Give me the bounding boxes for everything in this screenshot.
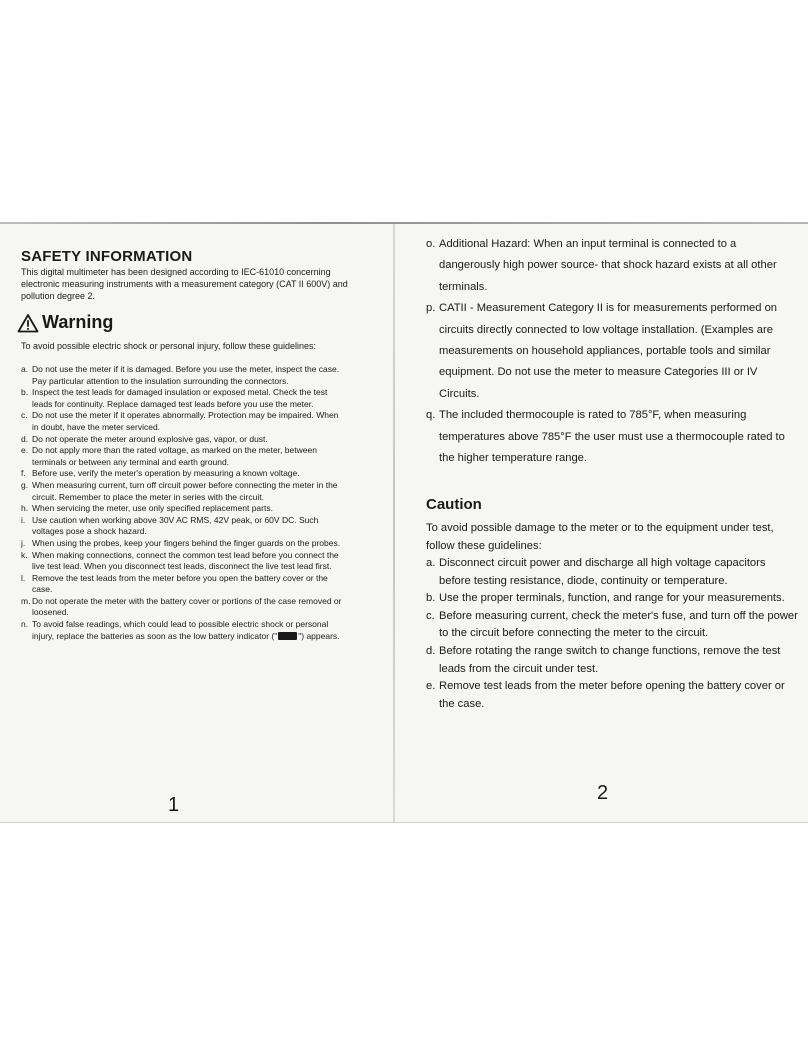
list-item: d. Do not operate the meter around explosive gas, vapor, or dust. [21, 433, 268, 444]
list-item: c. Do not use the meter if it operates abnormally. Protection may be impaired. When in doubt, have the meter serviced. [21, 410, 339, 432]
warning-triangle-icon [17, 313, 39, 333]
list-item: p. CATII - Measurement Category II is for measurements performed on circuits directly connected to low voltage installation. (Examples are measurements on household appliances, portable tools and similar equipment. Do not use the meter to measure Categories III or IV Circuits. [426, 302, 778, 400]
page-1 [0, 224, 393, 822]
caution-intro-text: To avoid possible damage to the meter or to the equipment under test, follow these guidelines: [426, 522, 774, 552]
list-item: o. Additional Hazard: When an input terminal is connected to a dangerously high power source- that shock hazard exists at all other terminals. [426, 238, 777, 293]
list-item: e. Remove test leads from the meter before opening the battery cover or the case. [426, 680, 785, 710]
caution-list [426, 555, 798, 713]
list-item: k. When making connections, connect the common test lead before you connect the live test lead. When you disconnect test leads, disconnect the live test lead first. [21, 549, 339, 572]
warning-heading-row [17, 312, 113, 333]
list-item: q. The included thermocouple is rated to 785°F, when measuring temperatures above 785°F the user must use a thermocouple rated to the higher temperature range. [426, 409, 785, 465]
hazard-list-continued [426, 234, 798, 469]
page-2 [395, 224, 808, 822]
list-item: c. Before measuring current, check the meter's fuse, and turn off the power to the circuit before connecting the meter to the circuit. [426, 609, 798, 640]
page-bottom-edge [0, 822, 808, 823]
list-item: a. Disconnect circuit power and discharge all high voltage capacitors before testing resistance, diode, continuity or temperature. [426, 557, 766, 587]
list-item: d. Before rotating the range switch to change functions, remove the test leads from the circuit under test. [426, 644, 781, 675]
list-item: j. When using the probes, keep your fingers behind the finger guards on the probes. [21, 537, 341, 548]
list-item: m. Do not operate the meter with the battery cover or portions of the case removed or loosened. [21, 595, 342, 618]
list-item: g. When measuring current, turn off circuit power before connecting the meter in the circuit. Remember to place the meter in series with the circuit. [21, 479, 338, 502]
battery-icon [278, 632, 297, 640]
caution-heading: Caution [426, 496, 482, 513]
page-number: 2 [597, 782, 609, 804]
list-item: a. Do not use the meter if it is damaged. Before you use the meter, inspect the case. Pay particular attention to the insulation surrounding the connectors. [21, 364, 340, 386]
page-number: 1 [168, 794, 180, 816]
list-item: e. Do not apply more than the rated voltage, as marked on the meter, between terminals or between any terminal and earth ground. [21, 445, 317, 467]
list-item: b. Inspect the test leads for damaged insulation or exposed metal. Check the test leads for continuity. Replace damaged test leads before you use the meter. [21, 387, 328, 409]
warning-list [21, 364, 346, 642]
list-item: b. Use the proper terminals, function, and range for your measurements. [426, 592, 785, 605]
warning-heading: Warning [42, 312, 114, 332]
list-item: i. Use caution when working above 30V AC RMS, 42V peak, or 60V DC. Such voltages pose a shock hazard. [21, 514, 319, 537]
warning-guidelines-intro: To avoid possible electric shock or personal injury, follow these guidelines: [21, 341, 316, 351]
list-item: h. When servicing the meter, use only specified replacement parts. [21, 503, 273, 514]
safety-information-heading: SAFETY INFORMATION [21, 248, 193, 265]
safety-intro-text: This digital multimeter has been designed according to IEC-61010 concerning electronic measuring instruments with a measurement category (CAT II 600V) and pollution degree 2. [21, 267, 348, 301]
list-item-low-battery: n. To avoid false readings, which could lead to possible electric shock or personal injury, replace the batteries as soon as the low battery indicator (" ") appears. [21, 619, 340, 641]
list-item: f. Before use, verify the meter's operation by measuring a known voltage. [21, 468, 300, 479]
list-item: l. Remove the test leads from the meter before you open the battery cover or the case. [21, 572, 328, 595]
